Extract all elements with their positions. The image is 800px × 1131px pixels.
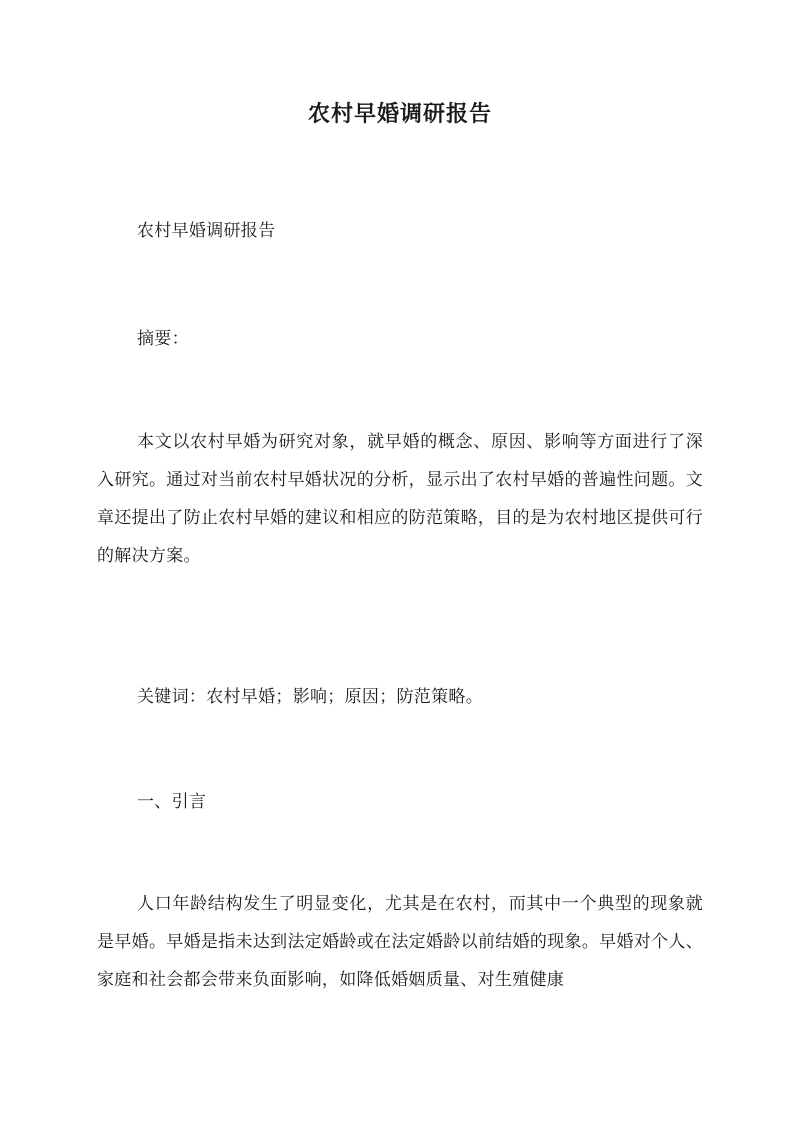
document-subtitle: 农村早婚调研报告 [137, 221, 276, 241]
section-heading-introduction: 一、引言 [137, 792, 207, 812]
abstract-label: 摘要： [137, 329, 189, 349]
introduction-paragraph: 人口年龄结构发生了明显变化，尤其是在农村，而其中一个典型的现象就是早婚。早婚是指未达到法定婚龄或在法定婚龄以前结婚的现象。早婚对个人、家庭和社会都会带来负面影响，如降低婚姻质量、对生殖健康 [97, 894, 703, 990]
abstract-paragraph: 本文以农村早婚为研究对象，就早婚的概念、原因、影响等方面进行了深入研究。通过对当前农村早婚状况的分析，显示出了农村早婚的普遍性问题。文章还提出了防止农村早婚的建议和相应的防范策略，目的是为农村地区提供可行的解决方案。 [97, 432, 703, 566]
keywords-line: 关键词：农村早婚；影响；原因；防范策略。 [137, 687, 483, 707]
document-title: 农村早婚调研报告 [307, 101, 492, 127]
